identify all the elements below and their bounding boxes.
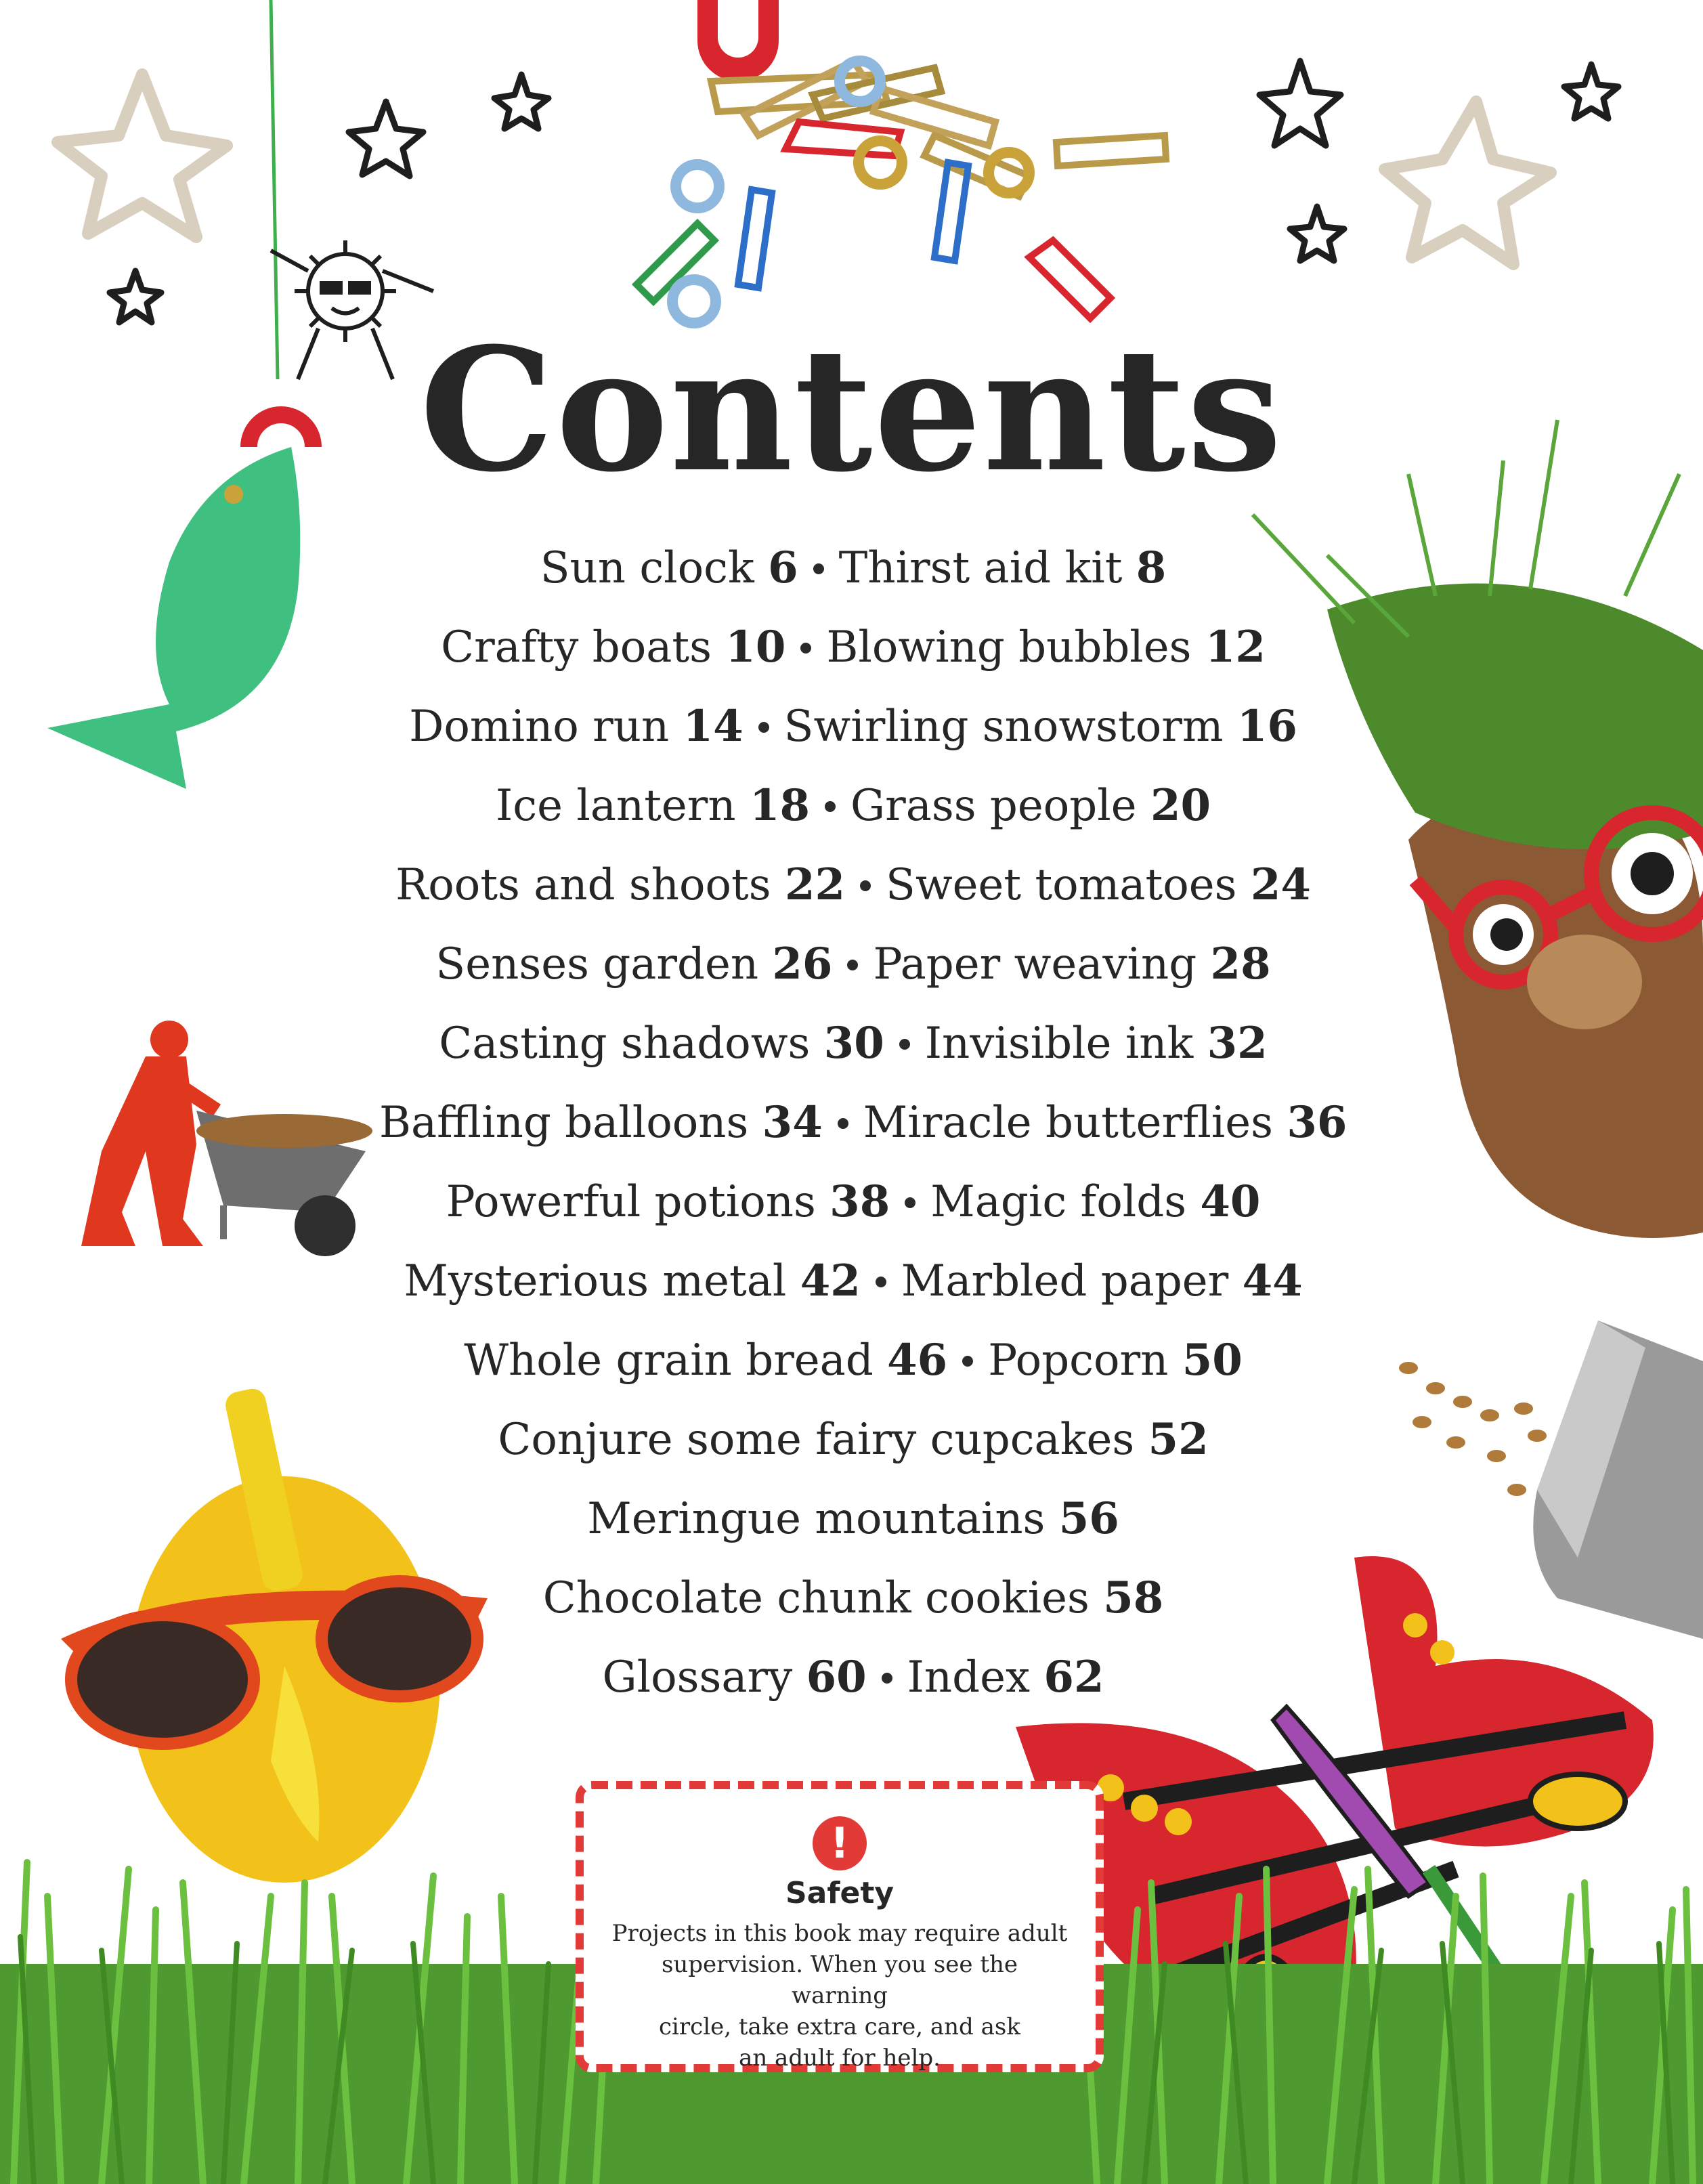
doodle-star-icon xyxy=(110,271,161,322)
toc-row xyxy=(379,528,1327,607)
toc-entry-page-number: 26 xyxy=(772,939,833,989)
pipe-cleaner-star-icon xyxy=(1385,102,1551,264)
toc-row xyxy=(379,766,1327,845)
toc-entry-label[interactable]: Chocolate chunk cookies xyxy=(542,1573,1090,1623)
toc-row xyxy=(379,924,1327,1004)
toc-entry-label[interactable]: Whole grain bread xyxy=(464,1335,874,1386)
toc-entry-label[interactable]: Invisible ink xyxy=(924,1019,1194,1069)
bullet-separator xyxy=(905,1197,915,1208)
toc-entry-page-number: 36 xyxy=(1287,1097,1348,1148)
toc-entry-label[interactable]: Grass people xyxy=(850,781,1137,831)
bullet-separator xyxy=(876,1277,886,1287)
toc-entry-page-number: 40 xyxy=(1200,1176,1261,1227)
toc-entry-page-number: 46 xyxy=(887,1335,948,1386)
doodle-star-icon xyxy=(494,74,548,129)
doodle-star-icon xyxy=(1259,61,1341,146)
safety-text xyxy=(611,1918,1069,2074)
toc-row xyxy=(379,1162,1327,1241)
toc-entry-page-number: 30 xyxy=(823,1018,884,1069)
toc-entry-page-number: 6 xyxy=(768,542,798,593)
toc-entry-label[interactable]: Popcorn xyxy=(988,1335,1169,1386)
toc-entry-label[interactable]: Glossary xyxy=(602,1652,793,1703)
toy-wheelbarrow-figure-icon xyxy=(81,1021,372,1256)
doodle-star-icon xyxy=(1290,207,1344,261)
toc-row xyxy=(379,687,1327,766)
pipe-cleaner-star-icon xyxy=(58,74,227,237)
toc-entry-label[interactable]: Crafty boats xyxy=(441,622,712,672)
toc-entry-label[interactable]: Miracle butterflies xyxy=(863,1098,1273,1148)
toc-row xyxy=(379,1637,1327,1717)
toc-entry-label[interactable]: Blowing bubbles xyxy=(826,622,1192,672)
safety-text-line: supervision. When you see the warning xyxy=(661,1951,1018,2009)
toc-entry-label[interactable]: Powerful potions xyxy=(446,1177,816,1227)
safety-text-line: an adult for help. xyxy=(739,2044,941,2072)
toc-entry-label[interactable]: Sun clock xyxy=(540,543,754,593)
toc-row xyxy=(379,1083,1348,1162)
toc-entry-page-number: 12 xyxy=(1205,622,1266,672)
bullet-separator xyxy=(847,960,858,970)
toc-entry-page-number: 56 xyxy=(1058,1493,1119,1544)
toc-entry-label[interactable]: Paper weaving xyxy=(873,939,1197,989)
paper-fish-icon xyxy=(47,447,300,789)
safety-text-line: circle, take extra care, and ask xyxy=(659,2013,1020,2040)
bullet-separator xyxy=(758,722,769,733)
toc-entry-page-number: 42 xyxy=(800,1256,861,1306)
toc-entry-label[interactable]: Casting shadows xyxy=(439,1019,811,1069)
toc-entry-page-number: 18 xyxy=(749,780,810,831)
toc-row xyxy=(379,1400,1327,1479)
bullet-separator xyxy=(838,1118,848,1129)
safety-text-line: Projects in this book may require adult xyxy=(611,1920,1068,1947)
doodle-star-icon xyxy=(349,102,423,176)
toc-entry-page-number: 24 xyxy=(1250,859,1311,910)
toc-row xyxy=(379,1321,1327,1400)
bullet-separator xyxy=(882,1673,892,1684)
toc-entry-label[interactable]: Mysterious metal xyxy=(404,1256,787,1306)
warning-circle-icon: ! xyxy=(813,1816,867,1870)
toc-entry-page-number: 50 xyxy=(1182,1335,1243,1386)
toc-entry-page-number: 14 xyxy=(683,701,743,752)
bullet-separator xyxy=(860,880,871,891)
toc-entry-label[interactable]: Thirst aid kit xyxy=(838,543,1123,593)
doodle-star-icon xyxy=(1564,64,1618,119)
bullet-separator xyxy=(825,801,836,812)
toc-entry-page-number: 16 xyxy=(1236,701,1297,752)
toc-row xyxy=(379,1004,1327,1083)
toc-entry-label[interactable]: Ice lantern xyxy=(496,781,736,831)
toc-entry-label[interactable]: Swirling snowstorm xyxy=(783,702,1224,752)
toc-row xyxy=(379,1241,1327,1321)
bullet-separator xyxy=(962,1356,973,1367)
toc-entry-page-number: 32 xyxy=(1207,1018,1268,1069)
paper-clips-icon xyxy=(637,0,1166,323)
toc-row xyxy=(379,1479,1327,1558)
toc-entry-label[interactable]: Index xyxy=(907,1652,1031,1703)
toc-entry-label[interactable]: Domino run xyxy=(409,702,670,752)
toc-entry-page-number: 52 xyxy=(1148,1414,1209,1465)
safety-title: Safety xyxy=(785,1876,894,1910)
toc-entry-page-number: 10 xyxy=(725,622,786,672)
page-title: Contents xyxy=(419,310,1284,509)
toc-entry-page-number: 38 xyxy=(829,1176,890,1227)
toc-row xyxy=(379,607,1327,687)
toc-entry-label[interactable]: Meringue mountains xyxy=(587,1494,1045,1544)
toc-entry-page-number: 58 xyxy=(1103,1572,1164,1623)
toc-entry-page-number: 62 xyxy=(1043,1652,1104,1703)
toc-entry-label[interactable]: Senses garden xyxy=(435,939,759,989)
toc-row xyxy=(379,845,1327,924)
toc-entry-page-number: 28 xyxy=(1210,939,1271,989)
toc-entry-page-number: 20 xyxy=(1150,780,1211,831)
bullet-separator xyxy=(813,563,824,574)
toc-entry-label[interactable]: Sweet tomatoes xyxy=(886,860,1237,910)
toc-entry-label[interactable]: Conjure some fairy cupcakes xyxy=(498,1415,1135,1465)
bullet-separator xyxy=(800,643,811,654)
toc-entry-page-number: 44 xyxy=(1242,1256,1303,1306)
bullet-separator xyxy=(899,1039,910,1050)
toc-entry-label[interactable]: Magic folds xyxy=(930,1177,1187,1227)
safety-box xyxy=(576,1781,1104,2072)
seed-packet-icon xyxy=(1399,1321,1703,1639)
toc-entry-label[interactable]: Baffling balloons xyxy=(379,1098,749,1148)
toc-entry-page-number: 60 xyxy=(806,1652,867,1703)
toc-row xyxy=(379,1558,1327,1637)
contents-list xyxy=(379,528,1348,1717)
toc-entry-page-number: 34 xyxy=(762,1097,823,1148)
toc-entry-label[interactable]: Roots and shoots xyxy=(395,860,771,910)
toc-entry-page-number: 8 xyxy=(1136,542,1167,593)
toc-entry-page-number: 22 xyxy=(784,859,846,910)
toc-entry-label[interactable]: Marbled paper xyxy=(901,1256,1229,1306)
